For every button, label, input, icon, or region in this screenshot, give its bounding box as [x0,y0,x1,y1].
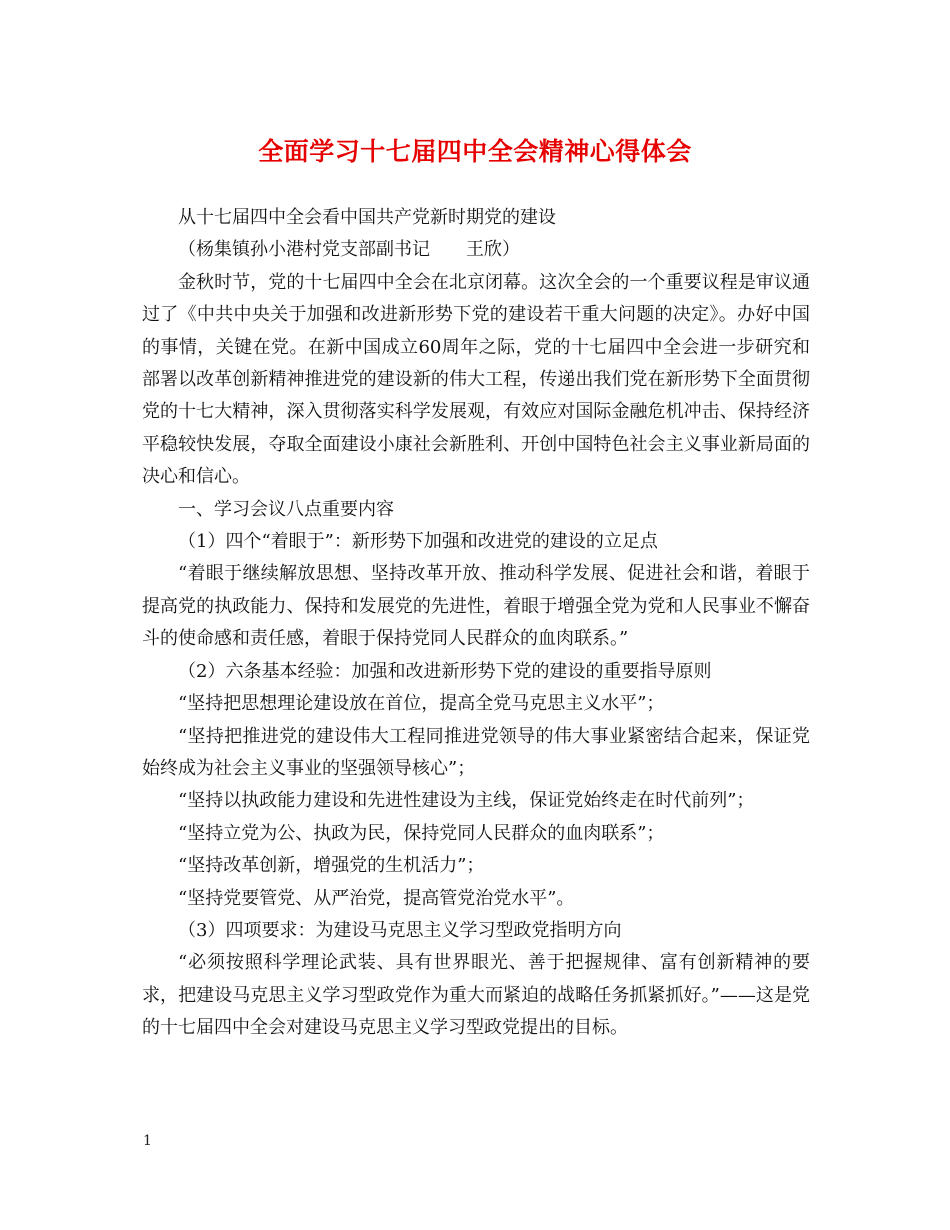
subsection-heading-3: （3）四项要求：为建设马克思主义学习型政党指明方向 [178,919,622,941]
subsection-heading-1: （1）四个“着眼于”：新形势下加强和改进党的建设的立足点 [178,531,658,553]
quote-item: “坚持党要管党、从严治党，提高管党治党水平”。 [178,887,575,909]
paragraph-intro: 金秋时节，党的十七届四中全会在北京闭幕。这次全会的一个重要议程是审议通过了《中共中央关于加强和改进新形势下党的建设若干重大问题的决定》。办好中国的事情，关键在党。在新中国成立60周年之际，党的十七届四中全会进一步研究和部署以改革创新精神推进党的建设新的伟大工程，传递出我们党在新形势下全面贯彻党的十七大精神，深入贯彻落实科学发展观，有效应对国际金融危机冲击、保持经济平稳较快发展，夺取全面建设小康社会新胜利、开创中国特色社会主义事业新局面的决心和信心。 [142,271,810,488]
quote-paragraph: “着眼于继续解放思想、坚持改革开放、推动科学发展、促进社会和谐，着眼于提高党的执政能力、保持和发展党的先进性，着眼于增强全党为党和人民事业不懈奋斗的使命感和责任感，着眼于保持党同人民群众的血肉联系。” [142,563,810,650]
page-number: 1 [143,1133,152,1149]
document-body [142,202,810,1045]
quote-item: “坚持以执政能力建设和先进性建设为主线，保证党始终走在时代前列”； [178,790,755,812]
subsection-heading-2: （2）六条基本经验：加强和改进新形势下党的建设的重要指导原则 [178,660,712,682]
paragraph-subtitle: 从十七届四中全会看中国共产党新时期党的建设 [178,207,556,228]
quote-item: “坚持把思想理论建设放在首位，提高全党马克思主义水平”； [178,693,665,715]
section-heading: 一、学习会议八点重要内容 [178,498,394,520]
quote-item: “坚持立党为公、执政为民，保持党同人民群众的血肉联系”； [178,822,665,844]
quote-paragraph: “必须按照科学理论武装、具有世界眼光、善于把握规律、富有创新精神的要求，把建设马克思主义学习型政党作为重大而紧迫的战略任务抓紧抓好。”——这是党的十七届四中全会对建设马克思主义学习型政党提出的目标。 [142,952,810,1039]
paragraph-author: （杨集镇孙小港村党支部副书记 王欣） [178,239,520,261]
quote-item: “坚持改革创新，增强党的生机活力”； [178,855,485,877]
quote-item: “坚持把推进党的建设伟大工程同推进党领导的伟大事业紧密结合起来，保证党始终成为社会主义事业的坚强领导核心”； [142,725,810,779]
document-title: 全面学习十七届四中全会精神心得体会 [258,137,692,166]
